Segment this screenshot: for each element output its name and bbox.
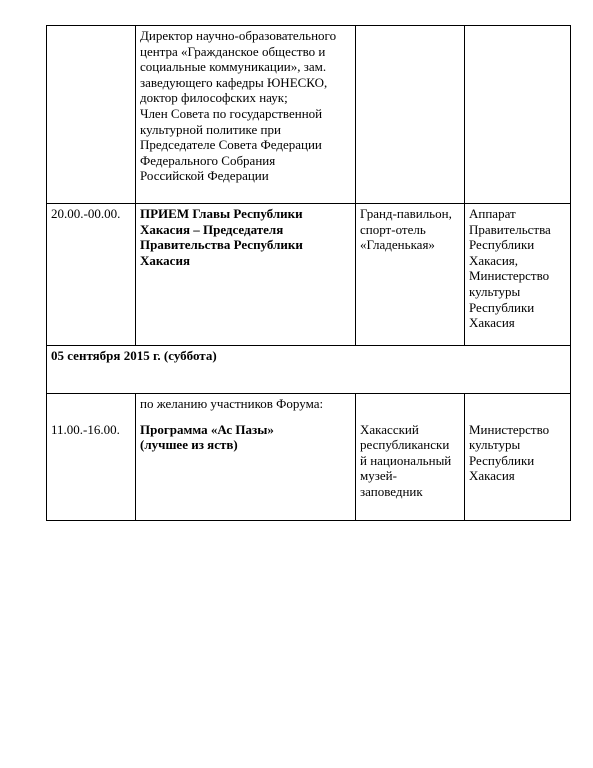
event-line: Директор научно-образовательного <box>140 28 337 43</box>
event-note: по желанию участников Форума: <box>140 396 324 411</box>
day-header-cell <box>47 346 571 394</box>
responsible-line: Министерство <box>469 268 550 284</box>
responsible-line: Министерство <box>469 421 550 437</box>
time-label: 11.00.-16.00. <box>51 421 120 437</box>
day-header-row <box>47 346 571 394</box>
table-row <box>47 394 571 521</box>
event-line: Член Совета по государственной <box>140 105 323 121</box>
place-line: заповедник <box>360 483 423 499</box>
time-cell <box>47 26 136 204</box>
responsible-line: Республики <box>469 452 535 468</box>
event-title-line: Хакасия – Председателя <box>140 221 284 237</box>
event-title-line: Программа «Ас Пазы» <box>140 421 274 437</box>
event-line: центра «Гражданское общество и <box>140 43 326 59</box>
event-title-line: Хакасия <box>140 252 190 268</box>
event-title-line: (лучшее из яств) <box>140 437 238 453</box>
responsible-line: Хакасия <box>469 468 515 484</box>
event-line: культурной политике при <box>140 121 281 137</box>
time-cell <box>47 204 136 346</box>
place-line: спорт-отель <box>360 221 426 237</box>
responsible-cell <box>465 394 571 521</box>
place-line: «Гладенькая» <box>360 237 435 253</box>
place-cell <box>356 204 465 346</box>
event-line: социальные коммуникации», зам. <box>140 59 327 75</box>
place-line: музей- <box>360 468 397 484</box>
responsible-line: Правительства <box>469 221 551 237</box>
time-label: 20.00.-00.00. <box>51 206 121 221</box>
place-line: й национальный <box>360 452 452 468</box>
responsible-line: культуры <box>469 437 521 453</box>
place-cell <box>356 26 465 204</box>
table-row <box>47 204 571 346</box>
event-cell <box>136 394 356 521</box>
responsible-line: культуры <box>469 283 521 299</box>
responsible-line: Хакасия, <box>469 252 519 268</box>
event-line: Федерального Собрания <box>140 152 276 168</box>
responsible-line: Хакасия <box>469 315 515 331</box>
place-line: Хакасский <box>360 421 419 437</box>
place-cell <box>356 394 465 521</box>
place-line: Гранд-павильон, <box>360 206 452 221</box>
responsible-cell <box>465 204 571 346</box>
event-line: Председателе Совета Федерации <box>140 137 322 153</box>
day-header: 05 сентября 2015 г. (суббота) <box>51 348 217 363</box>
event-cell <box>136 204 356 346</box>
event-cell <box>136 26 356 204</box>
event-title-line: ПРИЕМ Главы Республики <box>140 206 303 221</box>
schedule-table <box>46 25 571 521</box>
responsible-line: Аппарат <box>469 206 516 221</box>
event-line: доктор философских наук; <box>140 90 288 106</box>
responsible-line: Республики <box>469 237 535 253</box>
event-title-line: Правительства Республики <box>140 237 303 253</box>
event-line: заведующего кафедры ЮНЕСКО, <box>140 74 328 90</box>
table-row <box>47 26 571 204</box>
place-line: республикански <box>360 437 450 453</box>
event-line: Российской Федерации <box>140 168 269 184</box>
responsible-cell <box>465 26 571 204</box>
time-cell <box>47 394 136 521</box>
responsible-line: Республики <box>469 299 535 315</box>
